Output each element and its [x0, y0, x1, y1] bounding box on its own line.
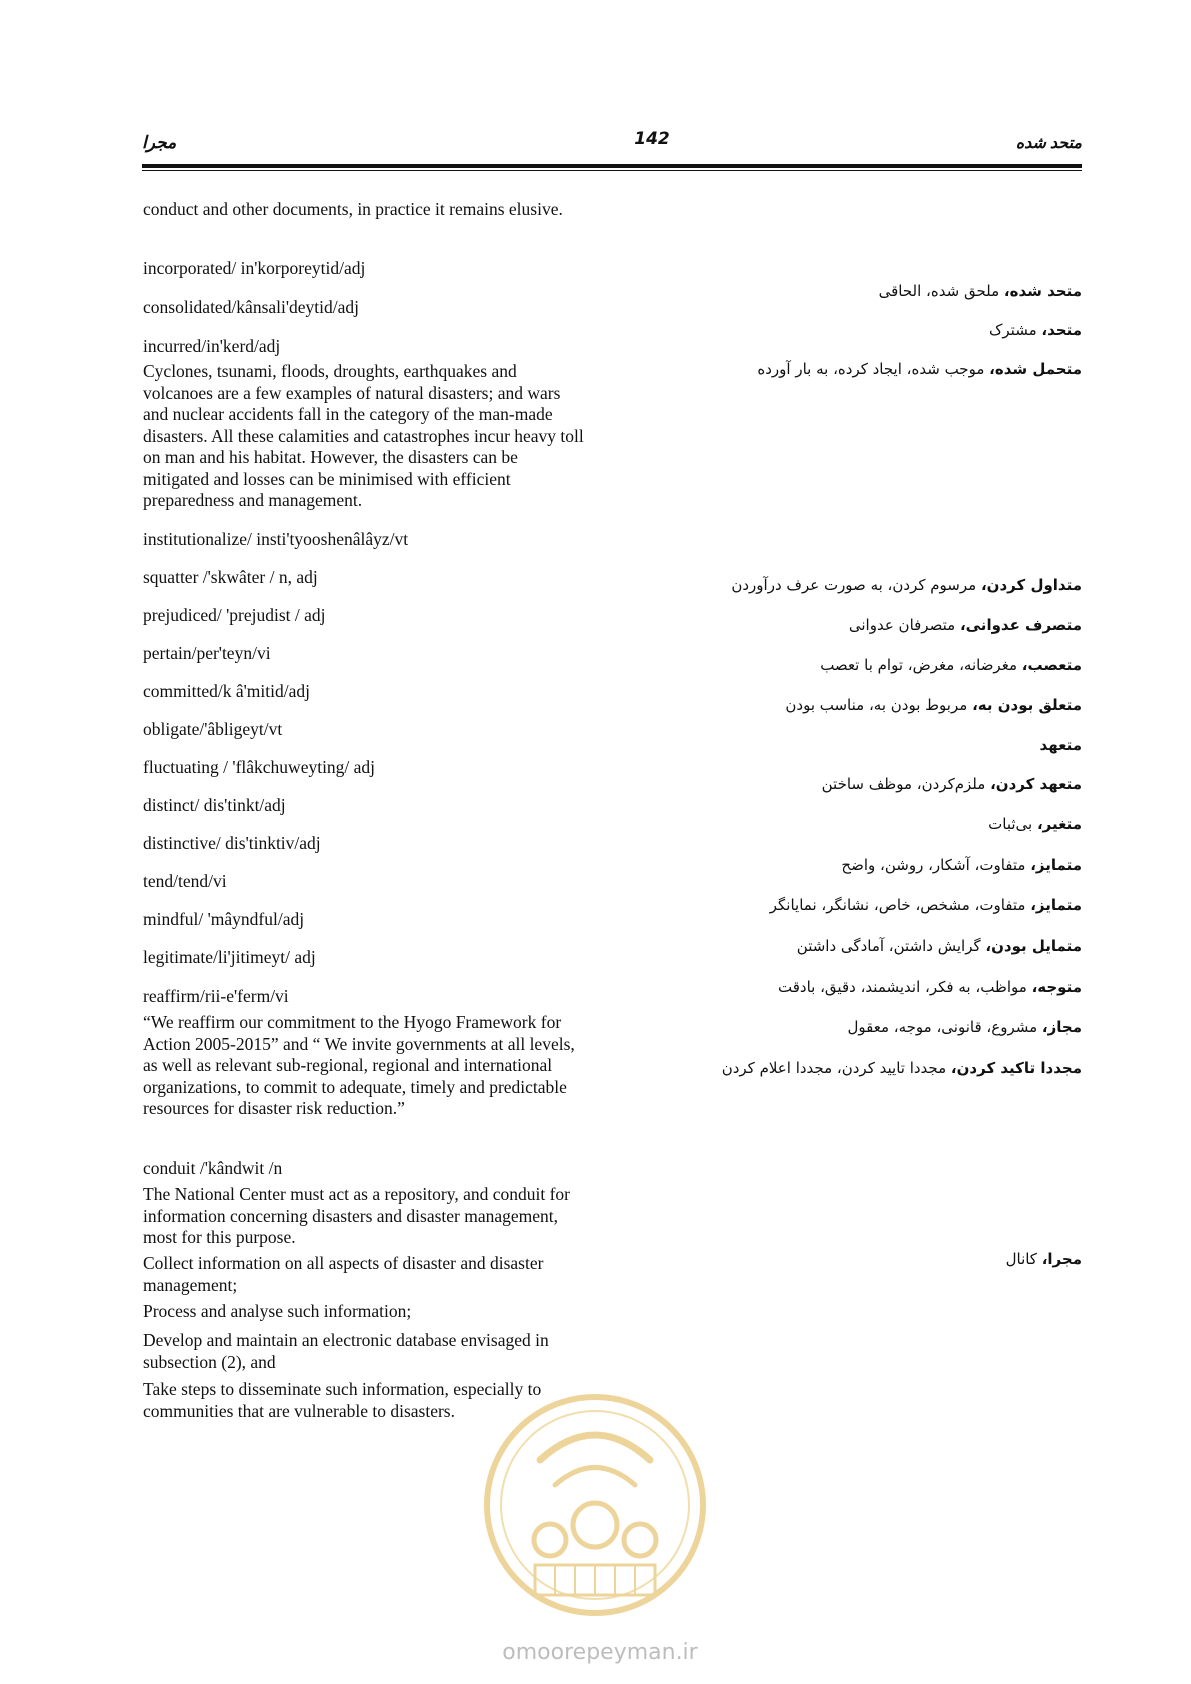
persian-entry-7 — [612, 734, 1082, 757]
header-left-term: مجرا — [142, 133, 177, 152]
english-para-23: Develop and maintain an electronic database envisaged in subsection (2), and — [143, 1330, 549, 1372]
persian-entry-4 — [612, 614, 1082, 637]
persian-term: متمایز، — [1030, 856, 1082, 874]
english-para-22: Process and analyse such information; — [143, 1301, 412, 1321]
english-para-21: Collect information on all aspects of disaster and disaster management; — [143, 1253, 544, 1295]
persian-term: متعلق بودن به، — [972, 696, 1082, 714]
page-number: 142 — [634, 129, 670, 149]
english-headword-19: conduit /'kândwit /n — [143, 1158, 283, 1178]
persian-entry-11 — [612, 894, 1082, 917]
persian-definition: ملحق شده، الحاقی — [878, 282, 1004, 300]
persian-definition: مواظب، به فکر، اندیشمند، دقیق، بادقت — [777, 978, 1032, 996]
header-right-term: متحد شده — [1015, 135, 1082, 152]
persian-term: مجرا، — [1041, 1250, 1082, 1268]
english-para-4: Cyclones, tsunami, floods, droughts, earthquakes and volcanoes are a few examples of natural disasters; and wars and nuclear accidents fall in the category of the man-made disasters. All these calamities and catastrophes incur heavy toll on man and his habitat. However, the disasters can be mitigated and losses can be minimised with efficient preparedness and management. — [143, 361, 584, 510]
persian-definition: ملزم‌کردن، موظف ساختن — [821, 775, 991, 793]
persian-term: مجاز، — [1041, 1018, 1082, 1036]
header-rule-thin — [142, 170, 1082, 171]
english-para-24: Take steps to disseminate such information, especially to communities that are vulnerable to disasters. — [143, 1379, 542, 1421]
persian-entry-14 — [612, 1016, 1082, 1039]
persian-entry-3 — [612, 574, 1082, 597]
persian-definition: متصرفان عدوانی — [848, 616, 960, 634]
persian-term: متحمل شده، — [989, 360, 1082, 378]
persian-entry-12 — [612, 935, 1082, 958]
persian-definition: متفاوت، آشکار، روشن، واضح — [841, 856, 1031, 874]
persian-definition: کانال — [1005, 1250, 1042, 1268]
persian-entry-13 — [612, 976, 1082, 999]
english-headword-15: mindful/ 'mâyndful/adj — [143, 909, 305, 929]
persian-definition: مجددا تایید کردن، مجددا اعلام کردن — [721, 1059, 951, 1077]
persian-term: متعهد — [1039, 736, 1082, 754]
header-rule-thick — [142, 164, 1082, 168]
persian-term: متصرف عدوانی، — [959, 616, 1082, 634]
english-headword-13: distinctive/ dis'tinktiv/adj — [143, 833, 321, 853]
persian-entry-1 — [612, 319, 1082, 342]
persian-entry-8 — [612, 773, 1082, 796]
persian-term: متغیر، — [1036, 815, 1082, 833]
persian-term: متداول کردن، — [980, 576, 1082, 594]
english-headword-3: incurred/in'kerd/adj — [143, 336, 281, 356]
persian-definition: بی‌ثبات — [988, 815, 1037, 833]
persian-entry-6 — [612, 694, 1082, 717]
english-para-18: “We reaffirm our commitment to the Hyogo Framework for Action 2005-2015” and “ We invite governments at all levels, as well as relevant sub-regional, regional and international organizations, to commit to adequate, timely and predictable resources for disaster risk reduction.” — [143, 1012, 575, 1118]
persian-term: متوجه، — [1031, 978, 1082, 996]
persian-entry-0 — [612, 280, 1082, 303]
seal-logo-icon — [480, 1390, 710, 1620]
english-headword-16: legitimate/li'jitimeyt/ adj — [143, 947, 316, 967]
english-headword-14: tend/tend/vi — [143, 871, 227, 891]
english-para-0: conduct and other documents, in practice it remains elusive. — [143, 199, 563, 219]
persian-entry-15 — [612, 1057, 1082, 1080]
english-headword-10: obligate/'âbligeyt/vt — [143, 719, 283, 739]
persian-definition: متفاوت، مشخص، خاص، نشانگر، نمایانگر — [769, 896, 1031, 914]
english-headword-1: incorporated/ in'korporeytid/adj — [143, 258, 366, 278]
persian-definition: گرایش داشتن، آمادگی داشتن — [796, 937, 986, 955]
page-header — [142, 128, 1082, 158]
english-headword-8: pertain/per'teyn/vi — [143, 643, 271, 663]
english-headword-9: committed/k â'mitid/adj — [143, 681, 310, 701]
english-para-20: The National Center must act as a repository, and conduit for information concerning disasters and disaster management, most for this purpose. — [143, 1184, 570, 1247]
persian-term: متمایل بودن، — [985, 937, 1082, 955]
persian-entry-2 — [612, 358, 1082, 381]
persian-term: متعصب، — [1021, 656, 1082, 674]
persian-definition: مشترک — [988, 321, 1042, 339]
persian-term: متحد، — [1041, 321, 1082, 339]
persian-entry-10 — [612, 854, 1082, 877]
english-headword-5: institutionalize/ insti'tyooshenâlâyz/vt — [143, 529, 409, 549]
persian-definition: مشروع، قانونی، موجه، معقول — [847, 1018, 1042, 1036]
watermark-text: omoorepeyman.ir — [502, 1640, 698, 1665]
persian-definition: مغرضانه، مغرض، توام با تعصب — [820, 656, 1022, 674]
persian-term: مجددا تاکید کردن، — [950, 1059, 1082, 1077]
english-headword-17: reaffirm/rii-e'ferm/vi — [143, 986, 289, 1006]
english-headword-2: consolidated/kânsali'deytid/adj — [143, 297, 360, 317]
english-headword-12: distinct/ dis'tinkt/adj — [143, 795, 286, 815]
persian-term: متمایز، — [1030, 896, 1082, 914]
persian-definition: مرسوم کردن، به صورت عرف درآوردن — [731, 576, 981, 594]
persian-entry-5 — [612, 654, 1082, 677]
persian-definition: مربوط بودن به، مناسب بودن — [785, 696, 973, 714]
persian-term: متعهد کردن، — [990, 775, 1082, 793]
english-headword-7: prejudiced/ 'prejudist / adj — [143, 605, 326, 625]
persian-entry-16 — [612, 1248, 1082, 1271]
english-headword-6: squatter /'skwâter / n, adj — [143, 567, 318, 587]
persian-definition: موجب شده، ایجاد کرده، به بار آورده — [757, 360, 990, 378]
english-headword-11: fluctuating / 'flâkchuweyting/ adj — [143, 757, 376, 777]
persian-term: متحد شده، — [1003, 282, 1082, 300]
persian-entry-9 — [612, 813, 1082, 836]
